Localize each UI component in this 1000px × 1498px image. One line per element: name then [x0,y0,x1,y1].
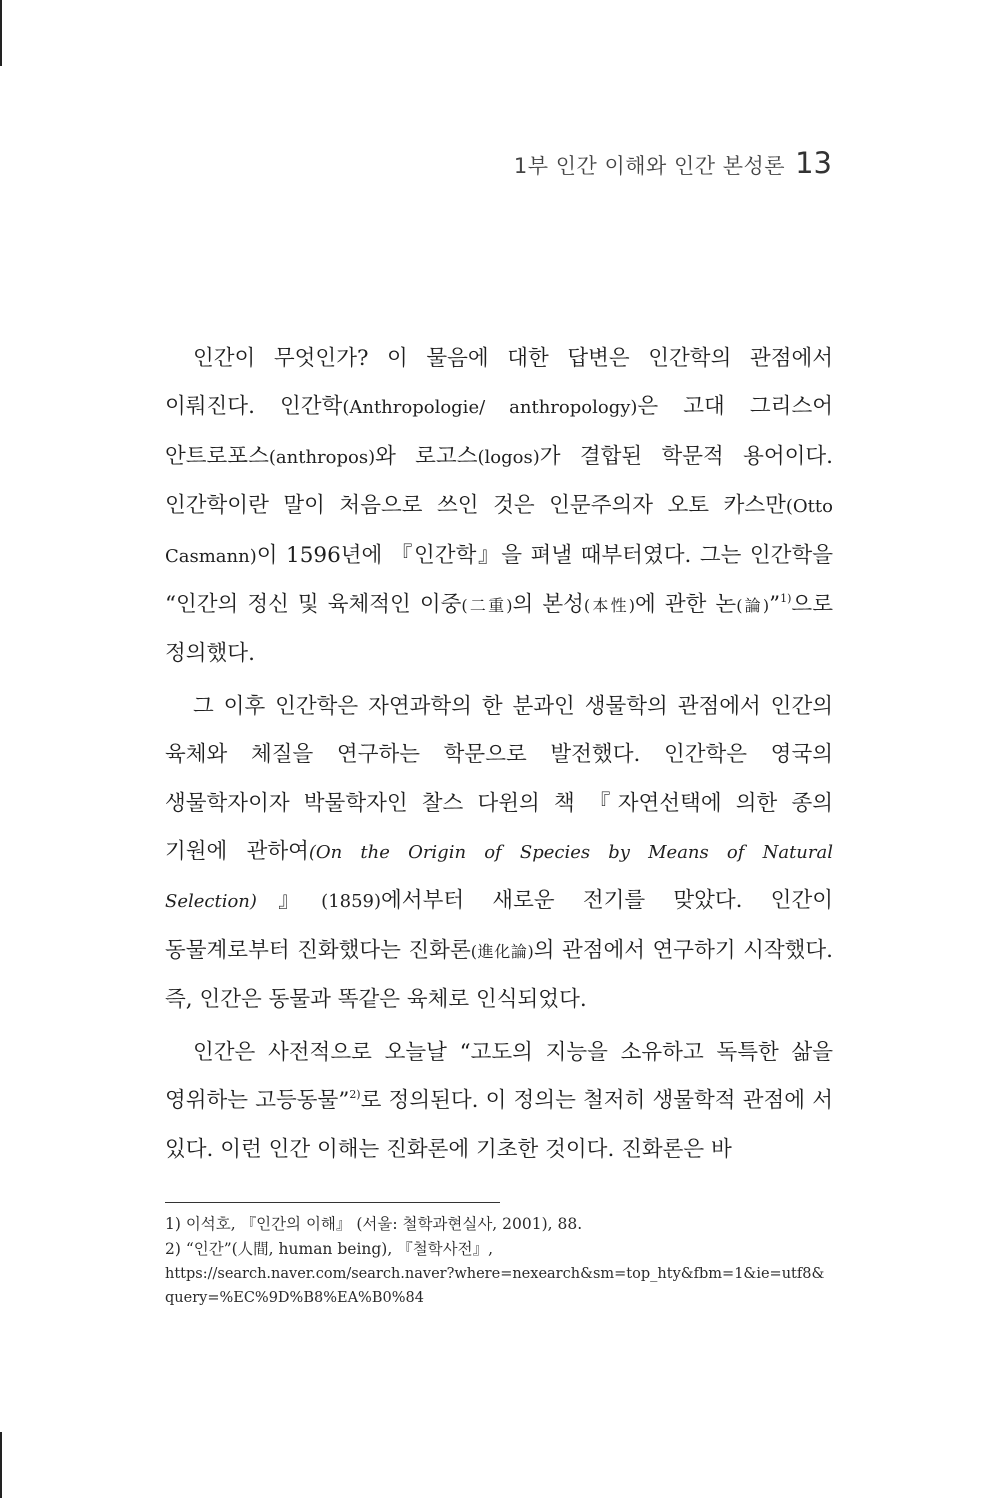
footnote-ref-1[interactable]: 1) [780,592,792,606]
paragraph-2 [165,683,833,1025]
latin-term: (anthropos) [268,446,376,468]
latin-term: (Anthropologie/ anthropology) [342,397,638,419]
latin-term: (Otto Casmann) [165,496,833,567]
running-head [514,146,832,186]
book-title-english: (On the Origin of Species by Means of Natural Selection) [165,842,833,913]
footnote-2-url[interactable]: https://search.naver.com/search.naver?where=nexearch&sm=top_hty&fbm=1&ie=utf8&query=%EC%9D%B8%EA%B0%84 [165,1266,825,1306]
hanja-term: (進化論) [470,941,534,961]
text-run: 의 본성 [512,592,584,618]
text-run: 에서부터 새로운 전기를 맞았다. 인간이 동물계로부터 진화했다는 진화론 [165,888,833,963]
footnote-2: 2) “인간”(人間, human being), 『철학사전』, [165,1240,494,1258]
text-run: 그 이후 인간학은 자연과학의 한 분과인 생물학의 관점에서 인간의 육체와 체질을 연구하는 학문으로 발전했다. 인간학은 영국의 생물학자이자 박물학자인 찰스 다윈의 책 『자연선택에 의한 종의 기원에 관하여 [165,693,833,865]
footnotes [165,1212,833,1310]
crop-mark-bottom [0,1432,2,1498]
body-text [165,335,833,1178]
year: (1859) [321,891,382,913]
text-run: 이 1596년에 『인간학』을 펴낼 때부터였다. 그는 인간학을 “인간의 정신 및 육체적인 이중 [165,542,833,618]
latin-term: (logos) [477,446,540,468]
text-run: 의 관점에서 연구하기 시작했다. 즉, 인간은 동물과 똑같은 육체로 인식되었다. [165,937,833,1013]
footnote-divider [165,1202,500,1203]
running-head-title: 1부 인간 이해와 인간 본성론 [513,154,786,178]
hanja-term: (本性) [583,596,636,616]
text-run: ” [769,592,781,618]
footnote-ref-2[interactable]: 2) [349,1088,361,1102]
paragraph-3 [165,1029,833,1174]
text-run: 』 [256,888,322,914]
hanja-term: (論) [736,596,770,616]
text-run: 인간이 무엇인가? 이 물음에 대한 답변은 인간학의 관점에서 이뤄진다. 인간학 [165,346,833,420]
paragraph-1 [165,335,833,679]
text-run: 가 결합된 학문적 용어이다. 인간학이란 말이 처음으로 쓰인 것은 인문주의자 오토 카스만 [165,443,833,519]
text-run: 은 고대 그리스어 안트로포스 [165,394,833,469]
text-run: 으로 정의했다. [165,592,833,667]
footnote-1: 1) 이석호, 『인간의 이해』 (서울: 철학과현실사, 2001), 88. [165,1215,583,1233]
page-number: 13 [795,146,832,180]
hanja-term: (二重) [461,596,513,616]
text-run: 인간은 사전적으로 오늘날 “고도의 지능을 소유하고 독특한 삶을 영위하는 고등동물” [165,1039,833,1114]
crop-mark-top [0,0,2,66]
text-run: 로 정의된다. 이 정의는 철저히 생물학적 관점에 서 있다. 이런 인간 이해는 진화론에 기초한 것이다. 진화론은 바 [165,1088,833,1162]
text-run: 와 로고스 [375,443,478,469]
text-run: 에 관한 논 [635,592,737,618]
